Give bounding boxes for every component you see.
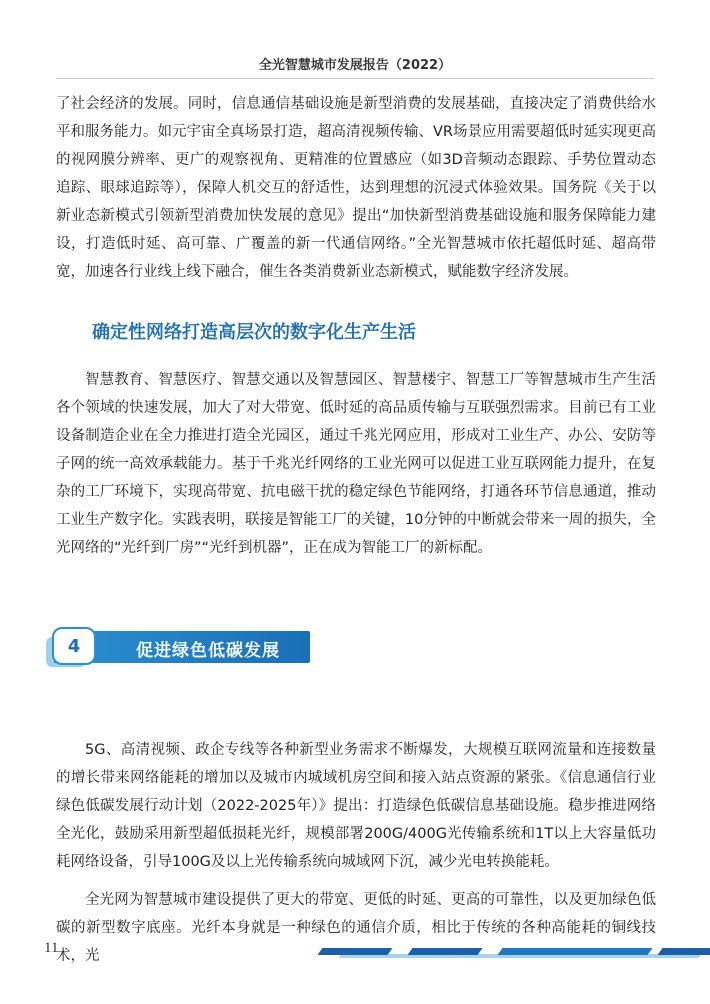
header-divider [56, 78, 654, 79]
footer-stripe [498, 948, 653, 955]
section-number-badge: 4 [52, 627, 96, 665]
footer-stripe [318, 948, 393, 955]
body-paragraph-3: 5G、高清视频、政企专线等各种新型业务需求不断爆发，大规模互联网流量和连接数量的增长带来网络能耗的增加以及城市内城域机房空间和接入站点资源的紧张。《信息通信行业绿色低碳发展行动计划（2022-2025年）》提出：打造绿色低碳信息基础设施。稳步推进网络全光化，鼓励采用新型超低损耗光纤，规模部署200G/400G光传输系统和1T以上大容量低功耗网络设备，引导100G及以上光传输系统向城域网下沉，减少光电转换能耗。 [56, 742, 656, 870]
body-paragraph-1: 了社会经济的发展。同时，信息通信基础设施是新型消费的发展基础，直接决定了消费供给水平和服务能力。如元宇宙全真场景打造，超高清视频传输、VR场景应用需要超低时延实现更高的视网膜分辨率、更广的观察视角、更精准的位置感应（如3D音频动态跟踪、手势位置动态追踪、眼球追踪等），保障人机交互的舒适性，达到理想的沉浸式体验效果。国务院《关于以新业态新模式引领新型消费加快发展的意见》提出“加快新型消费基础设施和服务保障能力建设，打造低时延、高可靠、广覆盖的新一代通信网络。”全光智慧城市依托超低时延、超高带宽，加速各行业线上线下融合，催生各类消费新业态新模式，赋能数字经济发展。 [56, 96, 656, 280]
page-number: 11 [44, 940, 59, 956]
body-paragraph-4: 全光网为智慧城市建设提供了更大的带宽、更低的时延、更高的可靠性，以及更加绿色低碳的新型数字底座。光纤本身就是一种绿色的通信介质，相比于传统的各种高能耗的铜线技术，光 [56, 892, 656, 964]
section-banner [40, 627, 310, 667]
footer-stripe-decoration [320, 948, 710, 960]
section-title: 促进绿色低碳发展 [136, 641, 280, 661]
footer-stripe [658, 948, 710, 955]
footer-stripe [408, 948, 483, 955]
body-paragraph-2: 智慧教育、智慧医疗、智慧交通以及智慧园区、智慧楼宇、智慧工厂等智慧城市生产生活各个领域的快速发展，加大了对大带宽、低时延的高品质传输与互联强烈需求。目前已有工业设备制造企业在全力推进打造全光园区，通过千兆光网应用，形成对工业生产、办公、安防等子网的统一高效承载能力。基于千兆光纤网络的工业光网可以促进工业互联网能力提升，在复杂的工厂环境下，实现高带宽、抗电磁干扰的稳定绿色节能网络，打通各环节信息通道，推动工业生产数字化。实践表明，联接是智能工厂的关键，10分钟的中断就会带来一周的损失，全光网络的“光纤到厂房”“光纤到机器”，正在成为智能工厂的新标配。 [56, 372, 656, 556]
section-subheading: 确定性网络打造高层次的数字化生产生活 [92, 322, 416, 343]
page-header-title: 全光智慧城市发展报告（2022） [258, 58, 452, 73]
